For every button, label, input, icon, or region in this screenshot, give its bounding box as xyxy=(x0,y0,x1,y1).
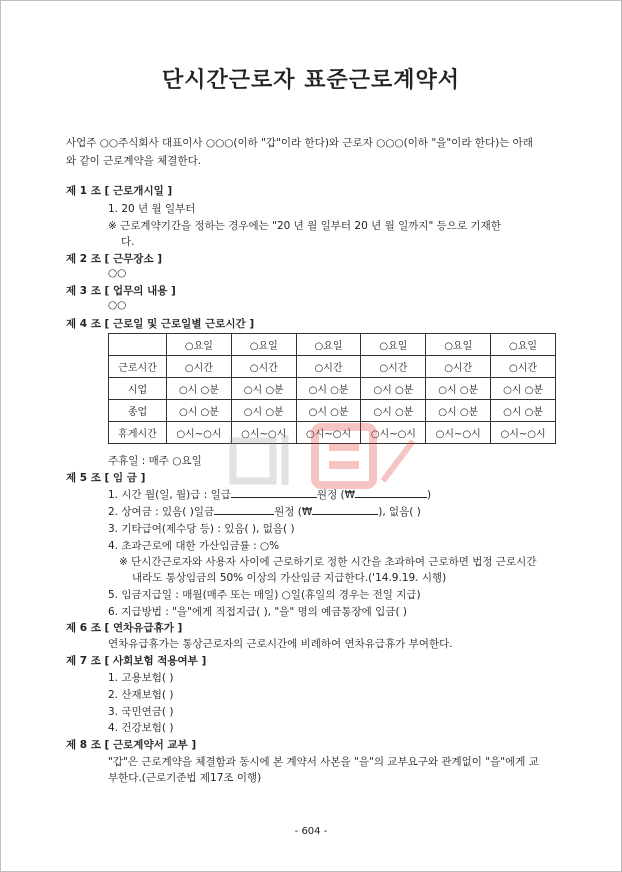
blank-won-underline xyxy=(312,504,378,515)
page-number: - 604 - xyxy=(294,826,328,837)
table-cell: ○시간 xyxy=(361,356,426,378)
won-label: 원정 (₩ xyxy=(274,506,313,518)
table-row xyxy=(109,378,556,400)
table-cell: ○시 ○분 xyxy=(231,378,296,400)
none-label: ), 없음( ) xyxy=(378,506,421,518)
table-cell: ○시~○시 xyxy=(426,422,491,444)
article-1-line-2: ※ 근로계약기간을 정하는 경우에는 "20 년 월 일부터 20 년 월 일까지" 등으로 기재한 xyxy=(108,220,501,232)
article-1-line-1: 1. 20 년 월 일부터 xyxy=(108,203,196,215)
article-1-heading: 제 1 조 [ 근로개시일 ] xyxy=(66,185,173,197)
article-2-line-1: ○○ xyxy=(108,267,127,279)
article-4-heading: 제 4 조 [ 근로일 및 근로일별 근로시간 ] xyxy=(66,318,255,330)
article-5-line-2 xyxy=(108,504,421,519)
article-8-heading: 제 8 조 [ 근로계약서 교부 ] xyxy=(66,739,197,751)
bonus-label: 2. 상여금 : 있음( )일금 xyxy=(108,506,215,518)
article-7-heading: 제 7 조 [ 사회보험 적용여부 ] xyxy=(66,655,207,667)
article-6-heading: 제 6 조 [ 연차유급휴가 ] xyxy=(66,622,183,634)
table-cell: ○시~○시 xyxy=(361,422,426,444)
day-header-cell: ○요일 xyxy=(491,334,556,356)
day-header-cell: ○요일 xyxy=(296,334,361,356)
table-row xyxy=(109,334,556,356)
won-label: 원정 (₩ xyxy=(316,489,356,501)
table-cell: ○시 ○분 xyxy=(491,400,556,422)
article-3-heading: 제 3 조 [ 업무의 내용 ] xyxy=(66,285,176,297)
article-5-line-3: 3. 기타급여(제수당 등) : 있음( ), 없음( ) xyxy=(108,523,295,535)
article-7-line-2: 2. 산재보험( ) xyxy=(108,689,174,701)
table-cell: ○시간 xyxy=(167,356,232,378)
article-5-line-1 xyxy=(108,487,431,502)
intro-line-2: 와 같이 근로계약을 체결한다. xyxy=(66,155,202,167)
table-cell: ○시 ○분 xyxy=(491,378,556,400)
row-label-cell: 종업 xyxy=(109,400,167,422)
table-cell: ○시~○시 xyxy=(167,422,232,444)
watermark-logo xyxy=(223,421,423,491)
table-cell: ○시~○시 xyxy=(296,422,361,444)
table-cell: ○시~○시 xyxy=(491,422,556,444)
article-8-line-1: "갑"은 근로계약을 체결함과 동시에 본 계약서 사본을 "을"의 교부요구와 관계없이 "을"에게 교 xyxy=(108,756,539,768)
intro-line-1: 사업주 ○○주식회사 대표이사 ○○○(이하 "갑"이라 한다)와 근로자 ○○○(이하 "을"이라 한다)는 아래 xyxy=(66,137,533,149)
article-7-line-1: 1. 고용보험( ) xyxy=(108,672,174,684)
article-8-line-2: 부한다.(근로기준법 제17조 이행) xyxy=(108,772,262,784)
row-label-cell: 시업 xyxy=(109,378,167,400)
table-cell: ○시 ○분 xyxy=(296,400,361,422)
blank-amount-underline xyxy=(231,487,317,498)
table-cell: ○시간 xyxy=(491,356,556,378)
article-7-line-4: 4. 건강보험( ) xyxy=(108,722,174,734)
table-cell: ○시 ○분 xyxy=(361,400,426,422)
table-cell: ○시 ○분 xyxy=(361,378,426,400)
article-6-line-1: 연차유급휴가는 통상근로자의 근로시간에 비례하여 연차유급휴가 부여한다. xyxy=(108,638,453,650)
article-5-line-7: 5. 임금지급일 : 매월(매주 또는 매일) ○일(휴일의 경우는 전일 지급) xyxy=(108,589,421,601)
day-header-cell: ○요일 xyxy=(426,334,491,356)
table-cell: ○시 ○분 xyxy=(426,400,491,422)
article-7-line-3: 3. 국민연금( ) xyxy=(108,706,174,718)
table-cell: ○시간 xyxy=(296,356,361,378)
paren-close: ) xyxy=(427,489,432,501)
row-label-cell: 근로시간 xyxy=(109,356,167,378)
table-cell: ○시간 xyxy=(426,356,491,378)
blank-bonus-underline xyxy=(214,504,274,515)
day-header-cell: ○요일 xyxy=(361,334,426,356)
table-row xyxy=(109,356,556,378)
table-cell: ○시 ○분 xyxy=(296,378,361,400)
article-5-line-5: ※ 단시간근로자와 사용자 사이에 근로하기로 정한 시간을 초과하여 근로하면 법정 근로시간 xyxy=(119,556,537,568)
document-title: 단시간근로자 표준근로계약서 xyxy=(162,68,460,93)
blank-won-underline xyxy=(355,487,427,498)
article-5-heading: 제 5 조 [ 임 금 ] xyxy=(66,472,146,484)
article-5-line-4: 4. 초과근로에 대한 가산임금률 : ○% xyxy=(108,540,280,552)
table-row xyxy=(109,400,556,422)
day-header-cell: ○요일 xyxy=(231,334,296,356)
table-cell: ○시 ○분 xyxy=(167,378,232,400)
article-1-line-3: 다. xyxy=(121,236,135,248)
article-5-line-8: 6. 지급방법 : "을"에게 직접지급( ), "을" 명의 예금통장에 입금( ) xyxy=(108,606,407,618)
article-3-line-1: ○○ xyxy=(108,299,127,311)
article-5-line-6: 내라도 통상임금의 50% 이상의 가산임금 지급한다.('14.9.19. 시행) xyxy=(132,572,447,584)
table-cell: ○시 ○분 xyxy=(426,378,491,400)
table-cell: ○시 ○분 xyxy=(231,400,296,422)
weekly-holiday-line: 주휴일 : 매주 ○요일 xyxy=(108,455,202,467)
day-header-cell: ○요일 xyxy=(167,334,232,356)
table-cell: ○시~○시 xyxy=(231,422,296,444)
hourly-wage-label: 1. 시간 월(일, 월)급 : 일급 xyxy=(108,489,231,501)
row-label-cell: 휴게시간 xyxy=(109,422,167,444)
table-cell: ○시간 xyxy=(231,356,296,378)
table-corner-cell xyxy=(109,334,167,356)
article-2-heading: 제 2 조 [ 근무장소 ] xyxy=(66,253,163,265)
table-cell: ○시 ○분 xyxy=(167,400,232,422)
